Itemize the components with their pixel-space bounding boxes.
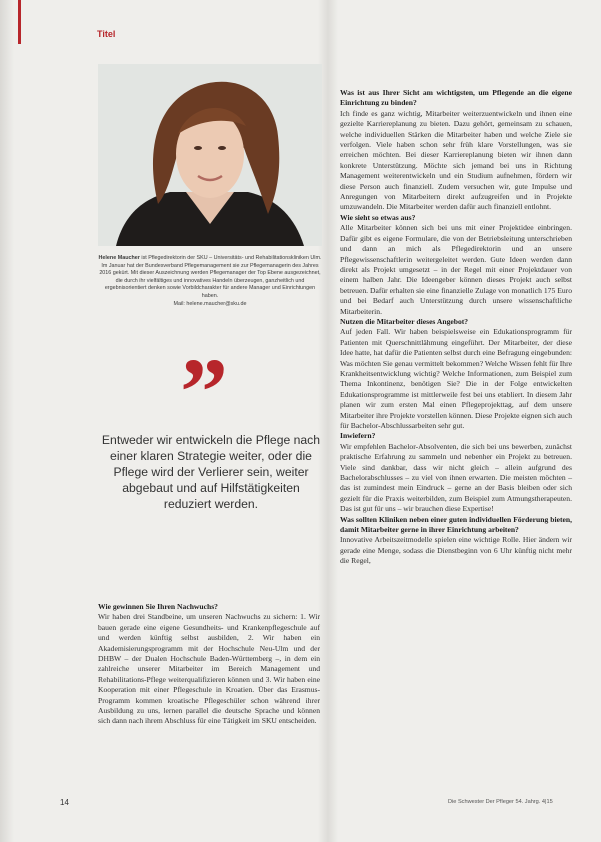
article-column-left	[98, 602, 320, 727]
interview-answer: Auf jeden Fall. Wir haben beispielsweise ein Edukationsprogramm für Patienten mit Querschnittlähmung eingeführt. Der Mitarbeiter, der diese Idee hatte, hat dafür die Patienten selbst durch eine Befragung eingebunden: Was möchten Sie genau vermittelt bekommen? Welche Wissen fehlt für Ihre Krankheitsentwicklung wichtig? Welche Informationen, zum Beispiel zum Thema Inkontinenz, benötigen Sie? Die in der Folge entwickelten Edukationsprogramme ist mittlerweile fest bei uns etabliert. In diesem Jahr planen wir zum ersten Mal einen Pflegeprojekttag, auf dem unsere Mitarbeiter ihre Projekte vorstellen können. Diese Projekte eignen sich auch für Bachelor-Abschlussarbeiten sehr gut.	[340, 327, 572, 430]
section-label: Titel	[97, 29, 116, 39]
section-marker-bar	[18, 0, 21, 44]
interview-question: Nutzen die Mitarbeiter dieses Angebot?	[340, 316, 469, 326]
interview-question: Wie sieht so etwas aus?	[340, 212, 416, 222]
pull-quote: Entweder wir entwickeln die Pflege nach einer klaren Strategie weiter, oder die Pflege wird der Verlierer sein, weiter abgebaut und auf Hilfstätigkeiten reduziert werden.	[101, 433, 321, 511]
interview-answer: Wir empfehlen Bachelor-Absolventen, die sich bei uns bewerben, zunächst praktische Erfahrung zu sammeln und nebenher ein Projekt zu betreuen. Viele sind dankbar, dass wir nicht gleich – allein aufgrund des Bachelorabschlusses – zu viel von ihnen erwarten. Die meisten möchten – das ist zumindest mein Eindruck – gerne an der Basis bleiben oder sich gezielt für die Praxis weiterbilden, zum Beispiel zum Atmungstherapeuten. Das ist gut für uns – wir brauchen diese Expertise!	[340, 441, 572, 514]
caption-name: Helene Maucher	[98, 255, 140, 261]
article-column-right	[340, 88, 572, 567]
page-number: 14	[60, 798, 69, 807]
caption-mail: Mail: helene.maucher@sku.de	[173, 300, 247, 307]
interview-answer: Ich finde es ganz wichtig, Mitarbeiter weiterzuentwickeln und ihnen eine gezielte Karriereplanung zu bieten. Dazu gehört, gemeinsam zu schauen, welche individuellen Stärken die Mitarbeiter haben und welche Ziele sie verfolgen. Viele haben schon sehr früh klare Vorstellungen, was sie erreichen möchten. Bei dieser Karriereplanung bieten wir ihnen dann konkrete Unterstützung. Möchte sich jemand bei uns in Richtung Management weiterentwickeln und ein Studium aufnehmen, fördern wir diese Person auch finanziell. Zudem versuchen wir, gute Impulse und Anregungen von Mitarbeitern direkt aufzugreifen und in Projekte umzuwandeln. Die Mitarbeiter werden dafür auch finanziell entlohnt.	[340, 108, 572, 212]
portrait-photo	[98, 64, 322, 246]
interview-answer: Alle Mitarbeiter können sich bei uns mit einer Projektidee einbringen. Dafür gibt es eigene Formulare, die von der Betriebsleitung unterschrieben und dann an mich als Pflegedirektorin und an unsere Pflegewissenschaftlerin weitergeleitet werden. Gute Ideen werden dann direkt als Projekt umgesetzt – in der Regel mit einer Projektdauer von einem halben Jahr. Die Ideengeber können dieses Projekt auch selbst betreuen. Dafür erhalten sie eine finanzielle Zulage von monatlich 175 Euro und bei Bedarf auch Unterstützung durch unsere wissenschaftliche Mitarbeiterin.	[340, 223, 572, 316]
photo-caption	[98, 255, 322, 308]
interview-question: Was ist aus Ihrer Sicht am wichtigsten, um Pflegende an die eigene Einrichtung zu binden?	[340, 88, 572, 108]
interview-question: Inwiefern?	[340, 431, 376, 441]
interview-question: Was sollten Kliniken neben einer guten individuellen Förderung bieten, damit Mitarbeiter gerne in ihrer Einrichtung arbeiten?	[340, 514, 572, 535]
interview-question: Wie gewinnen Sie Ihren Nachwuchs?	[98, 602, 218, 611]
journal-footer: Die Schwester Der Pfleger 54. Jahrg. 4|15	[448, 799, 553, 805]
portrait-illustration	[98, 64, 322, 246]
caption-text: ist Pflegedirektorin der SKU – Universitäts- und Rehabilitationskliniken Ulm. Im Januar hat der Bundesverband Pflegemanagement sie zur Pflegemanagerin des Jahres 2016 gekürt. Mit dieser Auszeichnung werden Pflegemanager der Top Ebene ausgezeichnet, die durch ihr vielfältiges und innovatives Handeln überzeugen, ganzheitlich und ergebnisorientiert denken sowie Vorbildcharakter für andere Manager und Einrichtungen haben.	[99, 255, 322, 299]
interview-answer: Innovative Arbeitszeitmodelle spielen eine wichtige Rolle. Hier ändern wir gerade eine Menge, sodass die Dienstbeginn von 6 Uhr künftig nicht mehr die Regel,	[340, 535, 572, 566]
interview-answer: Wir haben drei Standbeine, um unseren Nachwuchs zu sichern: 1. Wir bauen gerade eine eigene Gesundheits- und Krankenpflegeschule auf und werden künftig selbst ausbilden, 2. Wir haben ein Akademisierungsprogramm mit der Hochschule Neu-Ulm und der DHBW – der Dualen Hochschule Baden-Württemberg –, in dem ein zahlreiche unserer Mitarbeiter im Bereich Management und Rehabilitations-Pflege weiterqualifizieren können und 3. Wir haben eine Kooperation mit einer Pflegeschule in Kroatien. Über das Erasmus-Programm kommen kroatische Pflegeschüler schon während ihrer Ausbildung zu uns, lernen parallel die deutsche Sprache und können sich dann nach ihrem Abschluss für eine Tätigkeit im SKU entscheiden.	[98, 612, 320, 726]
quotation-mark-icon: ”	[180, 338, 228, 445]
page-edge-shadow	[0, 0, 14, 842]
